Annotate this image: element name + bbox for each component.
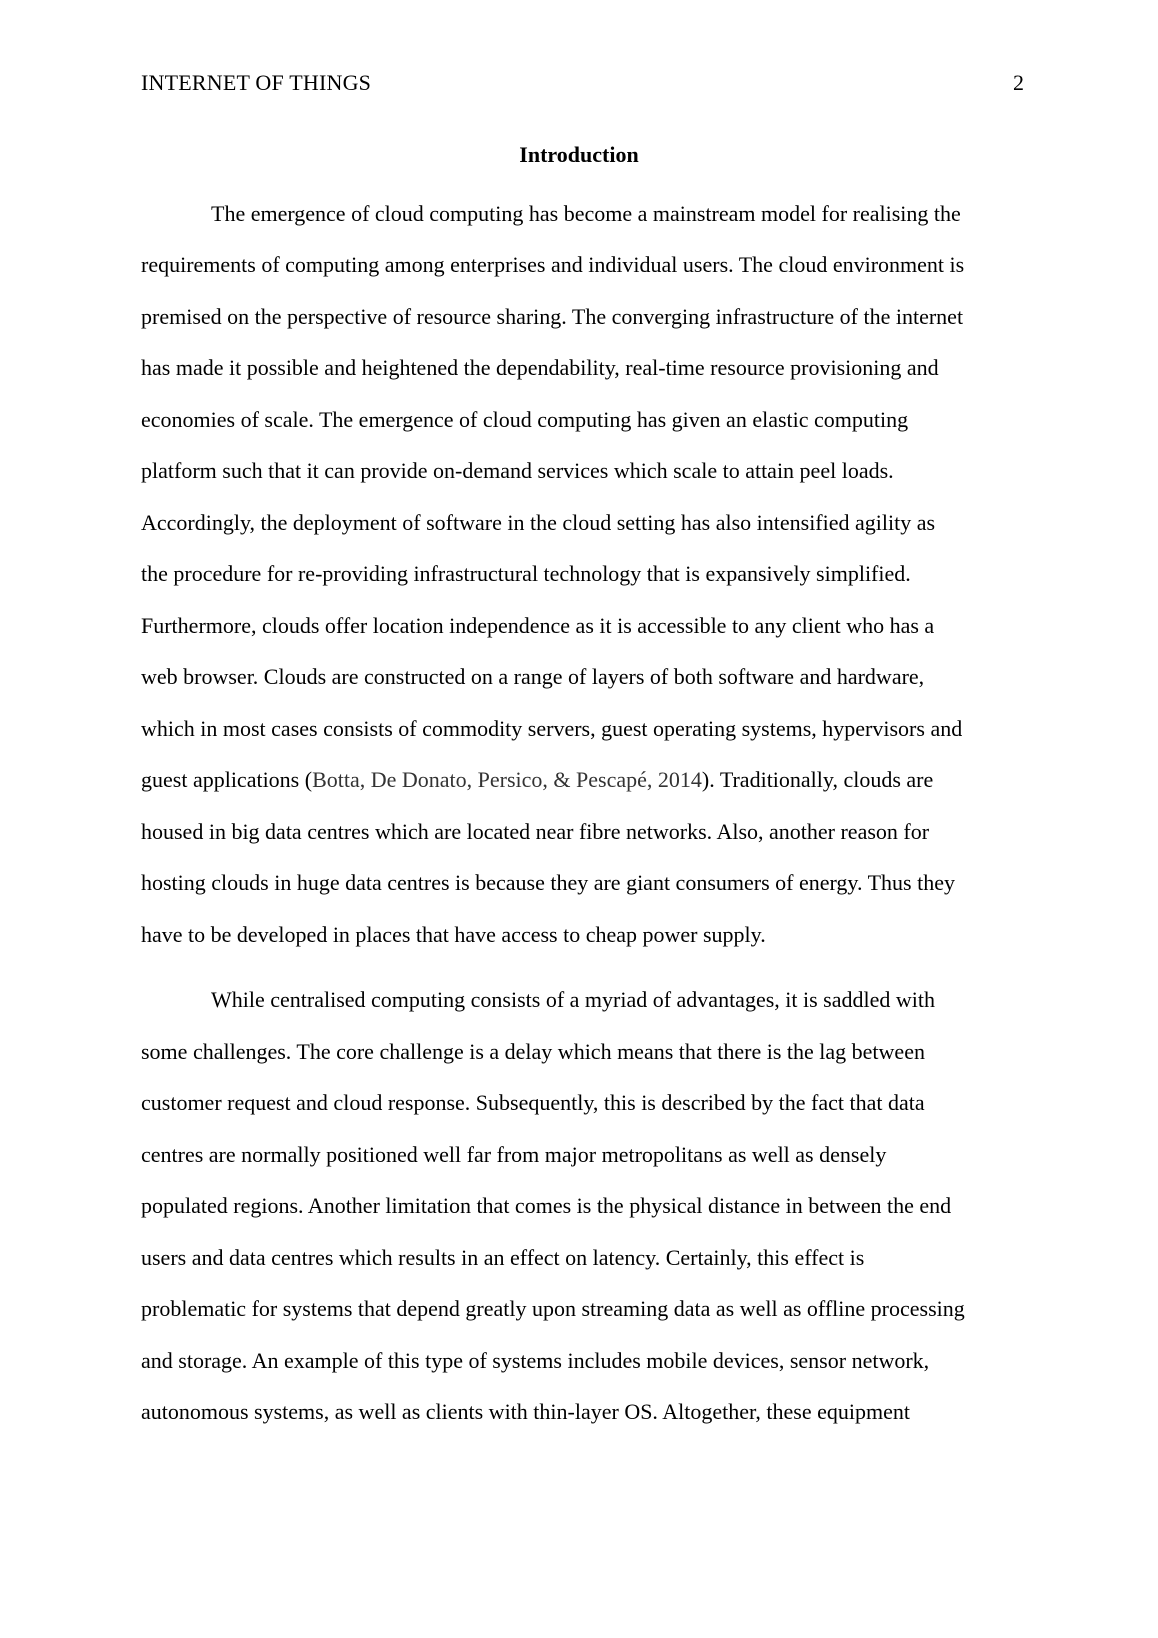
line-text: guest applications ( xyxy=(141,767,313,792)
paragraph-line: problematic for systems that depend greatly upon streaming data as well as offline processing xyxy=(141,1296,965,1321)
section-heading: Introduction xyxy=(519,142,639,167)
paragraph-line: populated regions. Another limitation that comes is the physical distance in between the end xyxy=(141,1193,952,1218)
paragraph-line: Accordingly, the deployment of software in the cloud setting has also intensified agility as xyxy=(141,510,936,535)
running-head: INTERNET OF THINGS xyxy=(141,70,372,95)
paragraph-line: Furthermore, clouds offer location independence as it is accessible to any client who has a xyxy=(141,613,935,638)
paragraph-line: housed in big data centres which are located near fibre networks. Also, another reason for xyxy=(141,819,930,844)
paragraph-line: requirements of computing among enterprises and individual users. The cloud environment is xyxy=(141,252,965,277)
paragraph-line: autonomous systems, as well as clients with thin-layer OS. Altogether, these equipment xyxy=(141,1399,910,1424)
paragraph-line: The emergence of cloud computing has become a mainstream model for realising the xyxy=(211,201,961,226)
paragraph-line: users and data centres which results in an effect on latency. Certainly, this effect is xyxy=(141,1245,865,1270)
paragraph-line: the procedure for re-providing infrastructural technology that is expansively simplified. xyxy=(141,561,911,586)
paragraph-line: economies of scale. The emergence of cloud computing has given an elastic computing xyxy=(141,407,909,432)
paragraph-line: premised on the perspective of resource sharing. The converging infrastructure of the internet xyxy=(141,304,964,329)
citation: Botta, De Donato, Persico, & Pescapé, 2014 xyxy=(312,767,702,792)
paragraph-line: While centralised computing consists of a myriad of advantages, it is saddled with xyxy=(211,987,935,1012)
paragraph-line: customer request and cloud response. Subsequently, this is described by the fact that data xyxy=(141,1090,925,1115)
paragraph-line: has made it possible and heightened the dependability, real-time resource provisioning and xyxy=(141,355,939,380)
paragraph-line: and storage. An example of this type of systems includes mobile devices, sensor network, xyxy=(141,1348,930,1373)
paragraph-line: centres are normally positioned well far from major metropolitans as well as densely xyxy=(141,1142,887,1167)
paragraph-line-with-citation xyxy=(141,765,933,795)
paragraph-line: have to be developed in places that have access to cheap power supply. xyxy=(141,922,766,947)
page-number: 2 xyxy=(1013,70,1024,95)
paragraph-line: platform such that it can provide on-demand services which scale to attain peel loads. xyxy=(141,458,894,483)
paragraph-line: which in most cases consists of commodity servers, guest operating systems, hypervisors and xyxy=(141,716,963,741)
paragraph-line: web browser. Clouds are constructed on a range of layers of both software and hardware, xyxy=(141,664,925,689)
paragraph-line: some challenges. The core challenge is a delay which means that there is the lag between xyxy=(141,1039,925,1064)
line-text: ). Traditionally, clouds are xyxy=(701,767,934,792)
paragraph-line: hosting clouds in huge data centres is because they are giant consumers of energy. Thus they xyxy=(141,870,955,895)
